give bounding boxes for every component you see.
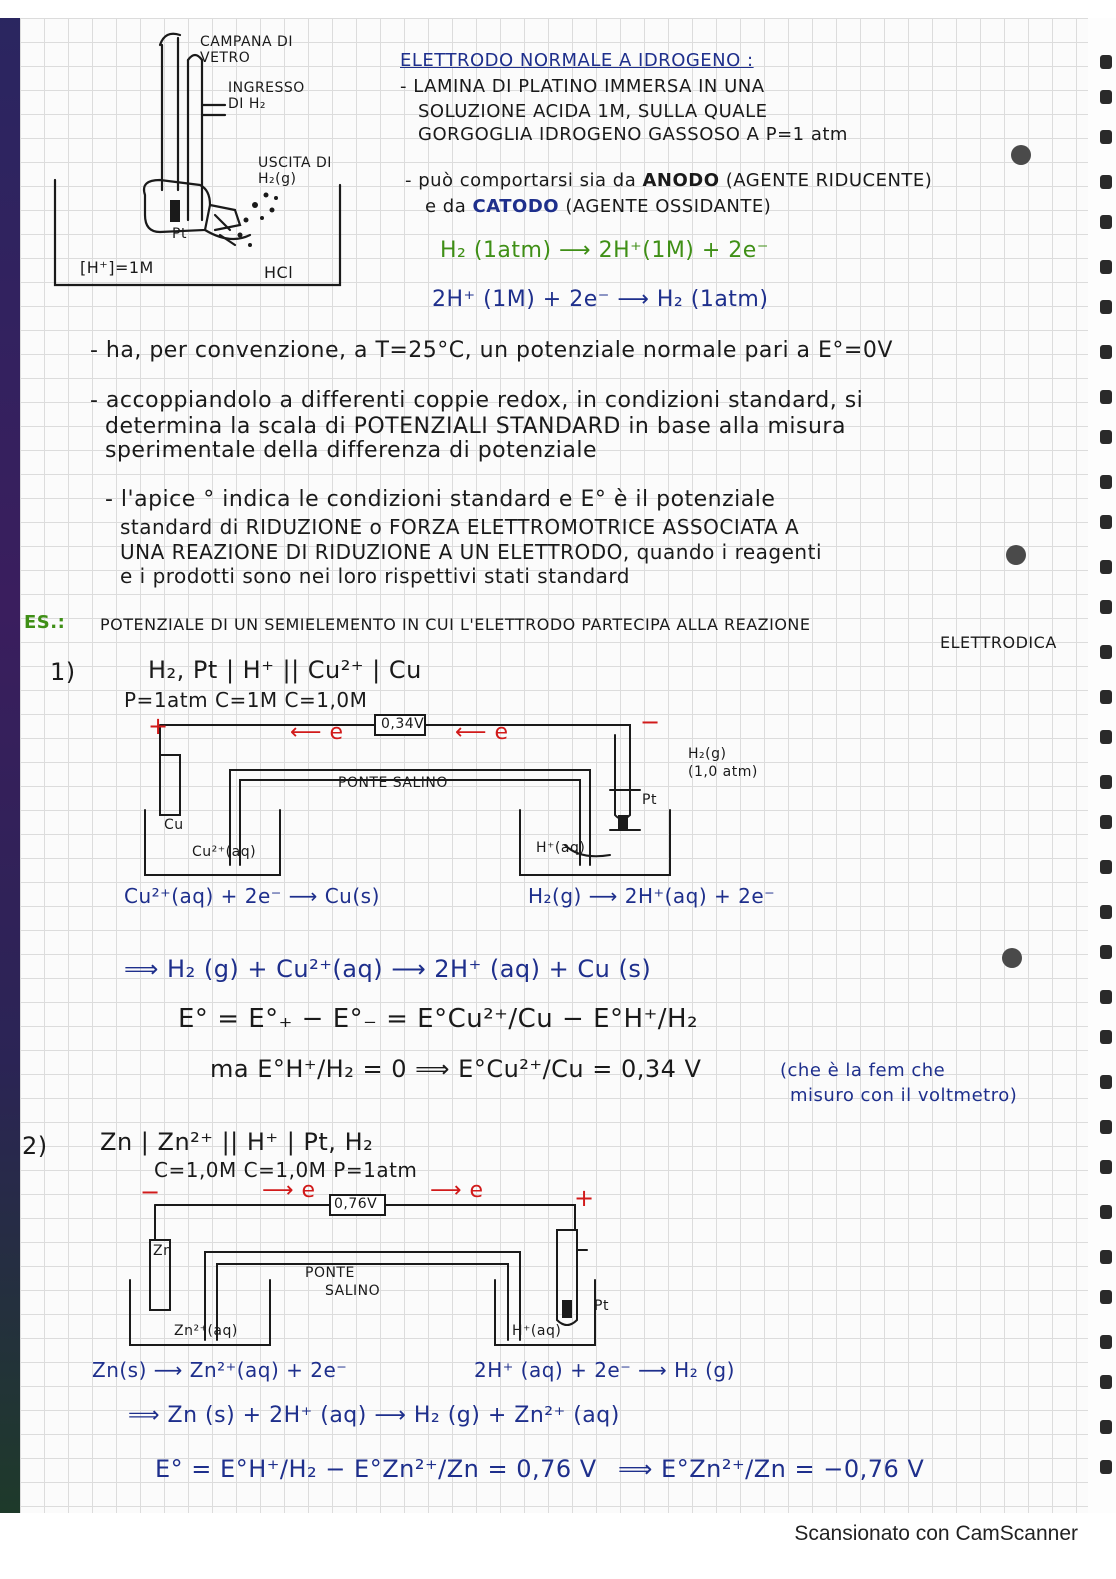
ex2-h-solution: H⁺(aq) (512, 1323, 562, 1339)
label-hcl: HCl (264, 263, 294, 282)
bullet-line: - ha, per convenzione, a T=25°C, un potenziale normale pari a E°=0V (90, 338, 893, 363)
ex1-h2-pressure: (1,0 atm) (688, 764, 758, 780)
ex2-minus-terminal: − (140, 1178, 161, 1206)
bullet-line: standard di RIDUZIONE o FORZA ELETTROMOTRICE ASSOCIATA A (120, 515, 800, 539)
cathode-note: (AGENTE OSSIDANTE) (565, 196, 772, 217)
ex1-h-solution: H⁺(aq) (536, 840, 586, 856)
page-left-edge (0, 0, 20, 1515)
ex1-number: 1) (50, 658, 76, 686)
anode-equation: H₂ (1atm) ⟶ 2H⁺(1M) + 2e⁻ (440, 238, 769, 263)
ex1-note: misuro con il voltmetro) (790, 1085, 1018, 1106)
ex2-salt-bridge-label: SALINO (325, 1283, 381, 1299)
ex1-cell-notation: H₂, Pt | H⁺ || Cu²⁺ | Cu (148, 656, 422, 684)
ex2-number: 2) (22, 1132, 48, 1160)
bullet-line: sperimentale della differenza di potenziale (105, 438, 598, 463)
ex1-electron-arrow: ⟵ e (290, 720, 344, 745)
label-glass-capsule: CAMPANA DI VETRO (200, 34, 293, 66)
label-h2-inlet: INGRESSO DI H₂ (228, 80, 305, 112)
bullet-line: e i prodotti sono nei loro rispettivi stati standard (120, 564, 630, 588)
ex1-cu-label: Cu (164, 817, 184, 833)
role-prefix: - può comportarsi sia da (405, 170, 637, 191)
ex1-h2-label: H₂(g) (688, 746, 727, 762)
label-concentration: [H⁺]=1M (80, 258, 154, 277)
ex1-voltmeter-reading: 0,34V (381, 716, 425, 732)
ex1-half-reaction-right: H₂(g) ⟶ 2H⁺(aq) + 2e⁻ (528, 884, 776, 908)
ex2-pt-label: Pt (594, 1298, 609, 1314)
section-title: ELETTRODO NORMALE A IDROGENO : (400, 50, 754, 71)
bullet-line: determina la scala di POTENZIALI STANDARD in base alla misura (105, 414, 846, 439)
ex1-plus-terminal: + (148, 712, 169, 740)
ex2-voltmeter-reading: 0,76V (334, 1196, 378, 1212)
example-tag: ES.: (24, 612, 66, 633)
intro-line: GORGOGLIA IDROGENO GASSOSO A P=1 atm (418, 124, 848, 145)
ex2-overall-reaction: ⟹ Zn (s) + 2H⁺ (aq) ⟶ H₂ (g) + Zn²⁺ (aq) (128, 1403, 620, 1428)
ex2-cell-notation: Zn | Zn²⁺ || H⁺ | Pt, H₂ (100, 1128, 374, 1156)
ex1-half-reaction-left: Cu²⁺(aq) + 2e⁻ ⟶ Cu(s) (124, 884, 380, 908)
punch-hole (1011, 145, 1031, 165)
ex1-minus-terminal: − (640, 708, 661, 736)
ex1-emf-equation: E° = E°₊ − E°₋ = E°Cu²⁺/Cu − E°H⁺/H₂ (178, 1004, 699, 1034)
ex2-electron-arrow: ⟶ e (430, 1178, 484, 1203)
ex1-conditions: P=1atm C=1M C=1,0M (124, 688, 368, 712)
bullet-line: - accoppiandolo a differenti coppie redox, in condizioni standard, si (90, 388, 864, 413)
cathode-word: CATODO (472, 196, 560, 217)
ex2-zn-label: Zn (153, 1243, 173, 1259)
ex1-overall-reaction: ⟹ H₂ (g) + Cu²⁺(aq) ⟶ 2H⁺ (aq) + Cu (s) (124, 955, 652, 983)
ex1-result: ma E°H⁺/H₂ = 0 ⟹ E°Cu²⁺/Cu = 0,34 V (210, 1055, 702, 1083)
cathode-equation: 2H⁺ (1M) + 2e⁻ ⟶ H₂ (1atm) (432, 287, 769, 312)
ex2-half-reaction-right: 2H⁺ (aq) + 2e⁻ ⟶ H₂ (g) (474, 1358, 735, 1382)
ex2-electron-arrow: ⟶ e (262, 1178, 316, 1203)
label-platinum: Pt (172, 226, 187, 242)
ex2-zn-solution: Zn²⁺(aq) (174, 1323, 238, 1339)
intro-line: - LAMINA DI PLATINO IMMERSA IN UNA (400, 76, 765, 97)
bullet-line: - l'apice ° indica le condizioni standard e E° è il potenziale (105, 487, 776, 512)
intro-line: SOLUZIONE ACIDA 1M, SULLA QUALE (418, 101, 768, 122)
ex1-pt-label: Pt (642, 792, 657, 808)
ex1-note: (che è la fem che (780, 1060, 946, 1081)
electrode-role-line (405, 170, 932, 191)
ex2-salt-bridge-label: PONTE (305, 1265, 355, 1281)
punch-hole (1002, 948, 1022, 968)
scanner-watermark: Scansionato con CamScanner (794, 1522, 1078, 1545)
electrode-role-line-2 (425, 196, 771, 217)
ex2-conditions: C=1,0M C=1,0M P=1atm (154, 1158, 418, 1182)
ex2-emf-equation: E° = E°H⁺/H₂ − E°Zn²⁺/Zn = 0,76 V (155, 1455, 597, 1483)
page-top-edge (0, 0, 1116, 18)
label-h2-outlet: USCITA DI H₂(g) (258, 155, 332, 187)
role-mid: e da (425, 196, 467, 217)
bullet-line: UNA REAZIONE DI RIDUZIONE A UN ELETTRODO, quando i reagenti (120, 540, 822, 564)
ex1-salt-bridge-label: PONTE SALINO (338, 775, 448, 791)
example-title: POTENZIALE DI UN SEMIELEMENTO IN CUI L'ELETTRODO PARTECIPA ALLA REAZIONE (100, 615, 811, 634)
anode-note: (AGENTE RIDUCENTE) (725, 170, 933, 191)
ex1-cu-solution: Cu²⁺(aq) (192, 844, 257, 860)
ex1-electron-arrow: ⟵ e (455, 720, 509, 745)
anode-word: ANODO (642, 170, 720, 191)
punch-hole (1006, 545, 1026, 565)
ex2-result: ⟹ E°Zn²⁺/Zn = −0,76 V (618, 1455, 925, 1483)
ex2-half-reaction-left: Zn(s) ⟶ Zn²⁺(aq) + 2e⁻ (92, 1358, 348, 1382)
example-title-cont: ELETTRODICA (940, 633, 1057, 652)
ex2-plus-terminal: + (574, 1184, 595, 1212)
